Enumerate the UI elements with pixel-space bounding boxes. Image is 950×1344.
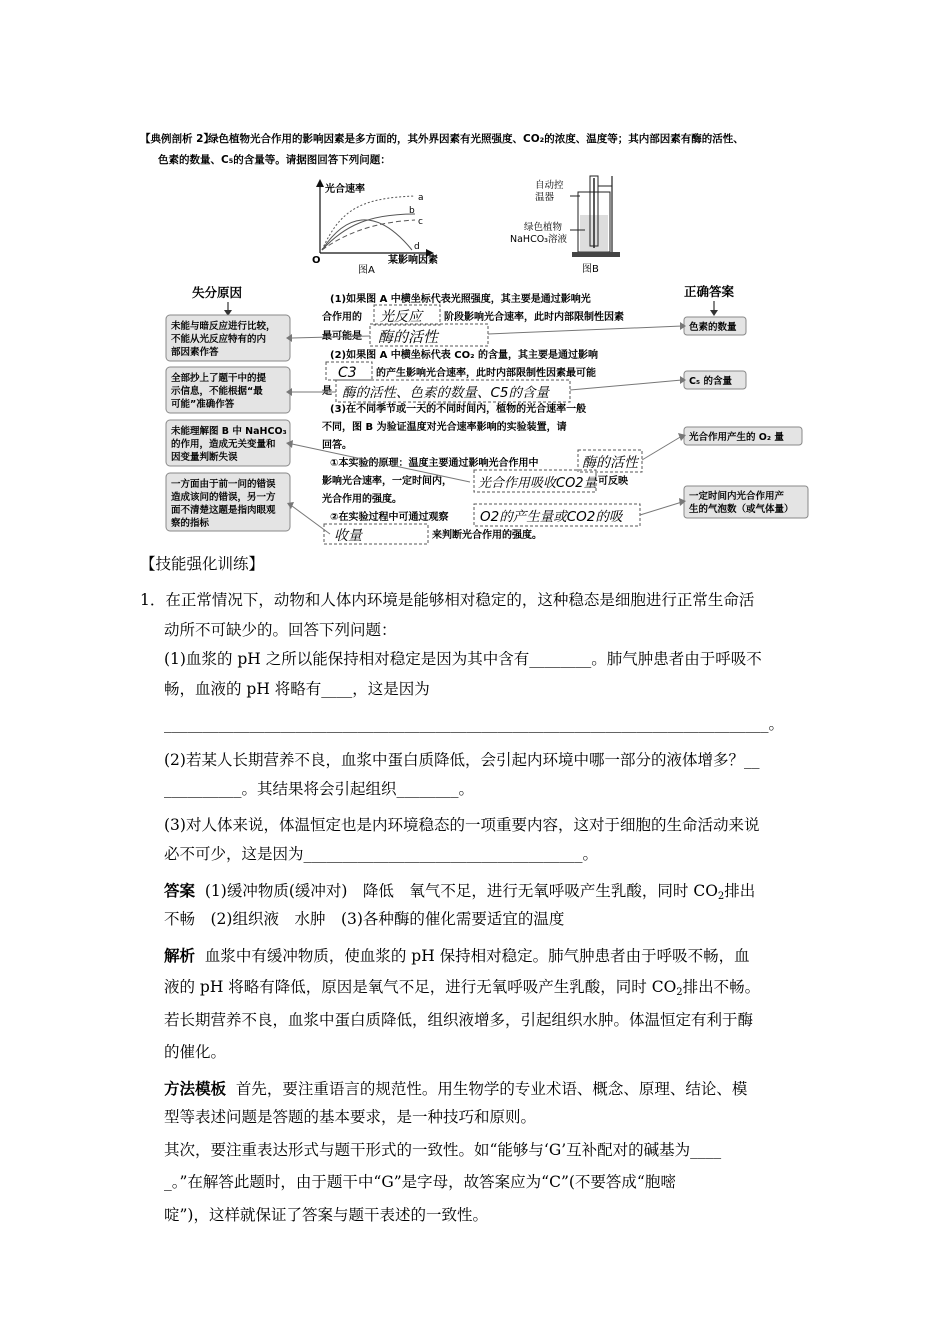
q1-part1-line1: (1)血浆的 pH 之所以能保持相对稳定是因为其中含有________。肺气肿患者由于呼吸不 [164, 650, 762, 668]
method-line3: 其次，要注重表达形式与题干形式的一致性。如“能够与‘G’互补配对的碱基为____ [164, 1140, 722, 1159]
figa-xlabel: 某影响因素 [388, 255, 438, 266]
conn-right-3 [642, 436, 682, 460]
q1-line2: 动所不可缺少的。回答下列问题： [164, 620, 397, 639]
q-line-4: (2)如果图 A 中横坐标代表 CO₂ 的含量，其主要是通过影响 [330, 350, 598, 361]
right-answer-boxes [684, 317, 808, 518]
figb-label1: 自动控 [535, 180, 564, 191]
analysis-line4: 的催化。 [164, 1043, 227, 1061]
q1-part1-line2: 畅，血液的 pH 将略有____，这是因为 [164, 679, 430, 698]
curve-d [322, 220, 412, 250]
figb-label3: 绿色植物 [524, 222, 563, 233]
curve-a-label: a [418, 193, 424, 203]
left-box-1-line1: 未能与暗反应进行比较， [171, 321, 276, 332]
curve-c-label: c [418, 217, 423, 227]
method-text-1: 首先，要注重语言的规范性。用生物学的专业术语、概念、原理、结论、模 [235, 1079, 748, 1098]
q1-part3-line2: 必不可少，这是因为____________________________________。 [164, 845, 599, 863]
left-box-1-line3: 部因素作答 [171, 347, 219, 358]
q-line-12: 光合作用的强度。 [322, 494, 402, 505]
q-line-2a: 合作用的 [322, 312, 362, 323]
figa-caption: 图A [358, 265, 375, 276]
answer-text-1a: (1)缓冲物质(缓冲对) 降低 氧气不足，进行无氧呼吸产生乳酸，同时 CO [204, 881, 718, 900]
answer-line1 [140, 876, 820, 906]
example-intro-line2: 色素的数量、C₅的含量等。请据图回答下列问题： [158, 154, 391, 166]
q-line-6: 是 [322, 386, 332, 397]
hw-7: O2的产生量或CO2的吸 [480, 509, 623, 525]
hw-2: 酶的活性 [378, 328, 439, 346]
analysis-text-2b: 排出不畅。 [682, 978, 761, 996]
conn-right-2 [570, 380, 682, 390]
figb-label4: NaHCO₃溶液 [510, 234, 567, 245]
left-box-3-line3: 因变量判断失误 [171, 452, 238, 463]
conn-right-1 [488, 326, 682, 334]
right-connector-arrowheads [678, 322, 686, 506]
figure-a-graph [312, 179, 438, 276]
left-header: 失分原因 [192, 285, 243, 300]
hw-6: 光合作用吸收CO2量 [478, 476, 597, 491]
analysis-text-1: 血浆中有缓冲物质，使血浆的 pH 保持相对稳定。肺气肿患者由于呼吸不畅，血 [204, 946, 750, 965]
curve-d-label: d [414, 242, 420, 252]
analysis-line3: 若长期营养不良，血浆中蛋白质降低，组织液增多，引起组织水肿。体温恒定有利于酶 [164, 1010, 754, 1029]
figa-y-arrow [316, 179, 324, 187]
q-line-2b: 阶段影响光合速率，此时内部限制性因素 [444, 312, 624, 323]
left-box-1-line2: 不能从光反应特有的内 [171, 334, 267, 345]
question-1 [140, 586, 820, 1230]
right-header: 正确答案 [684, 284, 735, 299]
q-line-5: 的产生影响光合速率，此时内部限制性因素最可能 [376, 368, 596, 379]
q1-part2-line1: (2)若某人长期营养不良，血浆中蛋白质降低，会引起内环境中哪一部分的液体增多？__ [164, 750, 760, 769]
analysis-line2 [140, 973, 820, 1003]
figure-b-apparatus [510, 176, 620, 275]
q-line-9: 回答。 [322, 440, 352, 451]
left-box-4-line2: 造成该问的错误，另一方 [171, 492, 276, 503]
figb-label2: 温器 [535, 192, 555, 203]
conn-left-4 [292, 506, 330, 534]
hw-8: 收量 [334, 528, 362, 544]
q-line-11a: 影响光合速率，一定时间内， [322, 476, 452, 487]
q-line-8: 不同，图 B 为验证温度对光合速率影响的实验装置，请 [322, 422, 567, 433]
analysis-label: 解析 [164, 945, 196, 965]
answer-text-1b: 排出 [724, 881, 756, 900]
hw-4: 酶的活性、色素的数量、C5的含量 [342, 385, 550, 401]
q1-number: 1． [140, 591, 166, 609]
left-box-4-line4: 察的指标 [171, 518, 210, 529]
method-line5: 啶”)，这样就保证了答案与题干表述的一致性。 [164, 1205, 488, 1224]
example-figure-svg [0, 0, 950, 560]
hw-1: 光反应 [380, 309, 422, 325]
example-heading: 【典例剖析 2】 [140, 133, 214, 145]
q-line-10: ①本实验的原理：温度主要通过影响光合作用中 [330, 458, 539, 469]
left-box-2-line1: 全部抄上了题干中的提 [171, 373, 267, 384]
analysis-sub-2: 2 [676, 987, 683, 998]
section-title: 【技能强化训练】 [140, 555, 265, 573]
figa-ylabel: 光合速率 [325, 184, 365, 195]
figa-origin: O [312, 255, 321, 266]
answer-sub-2: 2 [717, 890, 725, 902]
analysis-line1 [140, 941, 820, 971]
right-box-3-text: 光合作用产生的 O₂ 量 [689, 432, 784, 443]
left-reason-boxes [166, 315, 290, 531]
conn-right-4 [640, 502, 682, 515]
right-box-4-line1: 一定时间内光合作用产 [689, 491, 785, 502]
right-box-4-line2: 生的气泡数（或气体量） [689, 504, 794, 515]
left-box-3-line1: 未能理解图 B 中 NaHCO₃ [171, 426, 287, 437]
method-line1 [140, 1074, 820, 1104]
hw-3: C3 [338, 365, 357, 381]
method-line2: 型等表述问题是答题的基本要求，是一种技巧和原则。 [164, 1108, 537, 1126]
q1-part3-line1: (3)对人体来说，体温恒定也是内环境稳态的一项重要内容，这对于细胞的生命活动来说 [164, 815, 760, 834]
method-line4: _。”在解答此题时，由于题干中“G”是字母，故答案应为“C”(不要答成“胞嘧 [164, 1173, 676, 1191]
right-box-2-text: C₅ 的含量 [689, 376, 732, 387]
example-intro-line1: 绿色植物光合作用的影响因素是多方面的，其外界因素有光照强度、CO₂的浓度、温度等；其内部因素有酶的活性、 [208, 133, 744, 145]
q-line-1: (1)如果图 A 中横坐标代表光照强度，其主要是通过影响光 [330, 294, 591, 305]
q-line-14: 来判断光合作用的强度。 [432, 530, 542, 541]
left-box-4-line3: 面不清楚这题是指肉眼观 [171, 505, 276, 516]
example-figure [0, 0, 950, 560]
figb-caption: 图B [582, 264, 599, 275]
left-box-3-line2: 的作用，造成无关变量和 [171, 439, 276, 450]
q1-stem-1: 在正常情况下，动物和人体内环境是能够相对稳定的，这种稳态是细胞进行正常生命活 [165, 591, 755, 609]
q1-part1-line3: ______________________________________________________________________________。 [164, 715, 785, 733]
q-line-3: 最可能是 [322, 331, 362, 342]
answer-label: 答案 [164, 880, 196, 900]
curve-c [322, 220, 415, 250]
q-line-11b: 可反映 [598, 476, 628, 487]
right-box-1-text: 色素的数量 [689, 322, 737, 333]
left-box-4-line1: 一方面由于前一问的错误 [171, 479, 276, 490]
left-box-2-line3: 可能”准确作答 [171, 399, 235, 410]
curve-b-label: b [409, 206, 415, 216]
figb-base [572, 252, 620, 257]
q-line-7: (3)在不同季节或一天的不同时间内，植物的光合速率一般 [330, 404, 587, 415]
analysis-text-2a: 液的 pH 将略有降低，原因是氧气不足，进行无氧呼吸产生乳酸，同时 CO [164, 978, 677, 996]
hw-5: 酶的活性 [582, 455, 638, 471]
method-label: 方法模板 [164, 1078, 227, 1098]
answer-line2: 不畅 (2)组织液 水肿 (3)各种酶的催化需要适宜的温度 [164, 910, 565, 928]
left-box-2-line2: 示信息，不能根据“最 [171, 386, 263, 397]
curve-b [322, 214, 415, 250]
right-header-arrowhead [710, 310, 718, 316]
curve-a [322, 196, 415, 250]
q-line-13: ②在实验过程中可通过观察 [330, 512, 449, 523]
q1-part2-line2: __________。其结果将会引起组织________。 [164, 780, 475, 798]
q1-line1 [140, 586, 820, 616]
